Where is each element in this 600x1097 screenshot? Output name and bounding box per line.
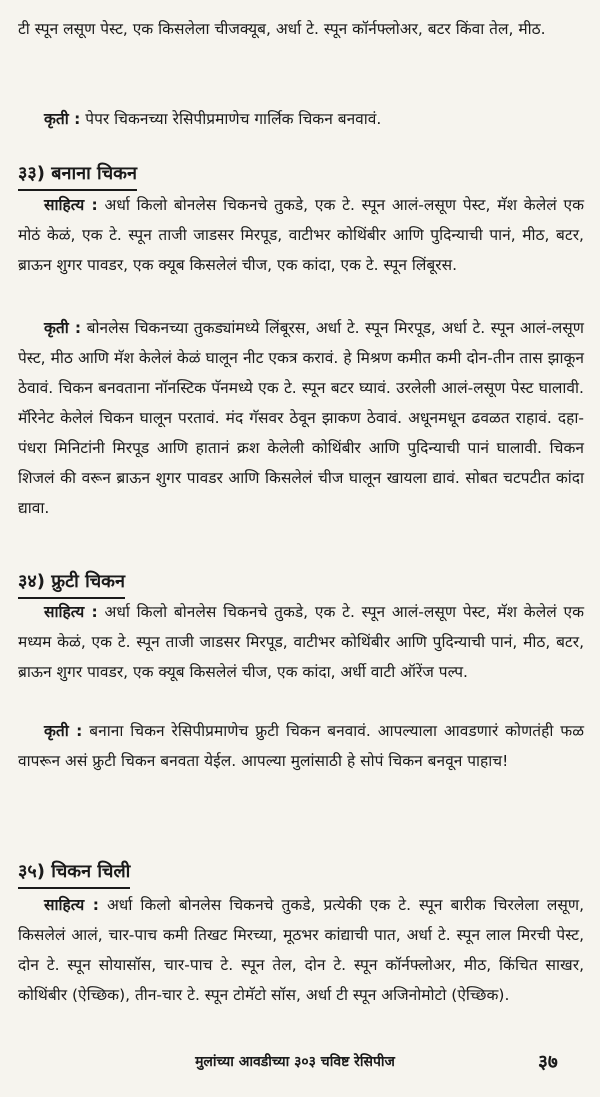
recipe-34-method [18, 716, 584, 776]
page-number: ३७ [538, 1051, 558, 1073]
recipe-heading-33: ३३) बनाना चिकन [18, 160, 137, 188]
kruti-label: कृती : [44, 110, 81, 128]
intro-ingredients [18, 14, 584, 44]
recipe-heading-34: ३४) फ्रुटी चिकन [18, 568, 125, 596]
recipe-33-ingredients-text: अर्धा किलो बोनलेस चिकनचे तुकडे, एक टे. स्पून आलं-लसूण पेस्ट, मॅश केलेलं एक मोठं केळं, एक टे. स्पून ताजी जाडसर मिरपूड, वाटीभर कोथिंबीर आणि पुदिन्याची पानं, मीठ, बटर, ब्राऊन शुगर पावडर, एक क्यूब किसलेलं चीज, एक कांदा, एक टे. स्पून लिंबूरस. [18, 196, 584, 274]
recipe-33-method [18, 313, 584, 523]
recipe-34-ingredients [18, 597, 584, 687]
kruti-label: कृती : [44, 722, 83, 740]
recipe-35-ingredients [18, 890, 584, 1010]
intro-method [18, 104, 584, 134]
recipe-heading-35: ३५) चिकन चिली [18, 858, 130, 886]
recipe-35-ingredients-text: अर्धा किलो बोनलेस चिकनचे तुकडे, प्रत्येकी एक टे. स्पून बारीक चिरलेला लसूण, किसलेलं आलं, चार-पाच कमी तिखट मिरच्या, मूठभर कांद्याची पात, अर्धा टे. स्पून लाल मिरची पेस्ट, दोन टे. स्पून सोयासॉस, चार-पाच टे. स्पून तेल, दोन टे. स्पून कॉर्नफ्लोअर, मीठ, किंचित साखर, कोथिंबीर (ऐच्छिक), तीन-चार टे. स्पून टोमॅटो सॉस, अर्धा टी स्पून अजिनोमोटो (ऐच्छिक). [18, 896, 584, 1004]
intro-ingredients-text: टी स्पून लसूण पेस्ट, एक किसलेला चीजक्यूब, अर्धा टे. स्पून कॉर्नफ्लोअर, बटर किंवा तेल, मीठ. [18, 20, 546, 38]
sahitya-label: साहित्य : [44, 896, 99, 914]
running-footer-title: मुलांच्या आवडीच्या ३०३ चविष्ट रेसिपीज [195, 1054, 395, 1070]
recipe-34-method-text: बनाना चिकन रेसिपीप्रमाणेच फ्रुटी चिकन बनवावं. आपल्याला आवडणारं कोणतंही फळ वापरून असं फ्रुटी चिकन बनवता येईल. आपल्या मुलांसाठी हे सोपं चिकन बनवून पाहाच! [18, 722, 584, 770]
sahitya-label: साहित्य : [44, 196, 98, 214]
kruti-label: कृती : [44, 319, 82, 337]
recipe-34-ingredients-text: अर्धा किलो बोनलेस चिकनचे तुकडे, एक टे. स्पून आलं-लसूण पेस्ट, मॅश केलेलं एक मध्यम केळं, एक टे. स्पून ताजी जाडसर मिरपूड, वाटीभर कोथिंबीर आणि पुदिन्याची पानं, मीठ, बटर, ब्राऊन शुगर पावडर, एक क्यूब किसलेलं चीज, एक कांदा, अर्धी वाटी ऑरेंज पल्प. [18, 603, 584, 681]
intro-method-text: पेपर चिकनच्या रेसिपीप्रमाणेच गार्लिक चिकन बनवावं. [85, 110, 382, 128]
recipe-33-ingredients [18, 190, 584, 280]
sahitya-label: साहित्य : [44, 603, 98, 621]
recipe-33-method-text: बोनलेस चिकनच्या तुकड्यांमध्ये लिंबूरस, अर्धा टे. स्पून मिरपूड, अर्धा टे. स्पून आलं-लसूण पेस्ट, मीठ आणि मॅश केलेलं केळं घालून नीट एकत्र करावं. हे मिश्रण कमीत कमी दोन-तीन तास झाकून ठेवावं. चिकन बनवताना नॉनस्टिक पॅनमध्ये एक टे. स्पून बटर घ्यावं. उरलेली आलं-लसूण पेस्ट घालावी. मॅरिनेट केलेलं चिकन घालून परतावं. मंद गॅसवर ठेवून झाकण ठेवावं. अधूनमधून ढवळत राहावं. दहा-पंधरा मिनिटांनी मिरपूड आणि हातानं क्रश केलेली कोथिंबीर आणि पुदिन्याची पानं घालावी. चिकन शिजलं की वरून ब्राऊन शुगर पावडर आणि किसलेलं चीज घालून खायला द्यावं. सोबत चटपटीत कांदा द्यावा. [18, 319, 584, 517]
